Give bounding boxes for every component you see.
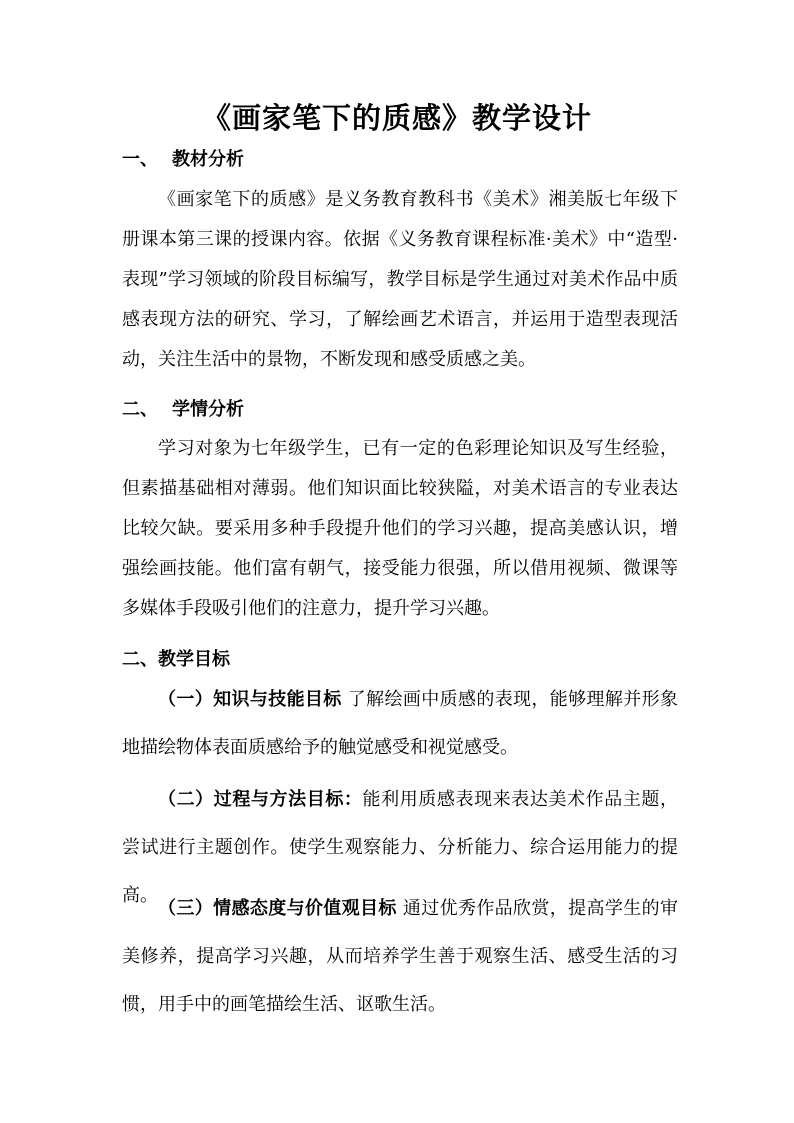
goal-label: （二）过程与方法目标：	[158, 789, 363, 810]
section-title: 学情分析	[172, 399, 244, 420]
goal-knowledge-skills	[122, 676, 678, 772]
goal-emotion-values	[122, 885, 678, 1029]
goal-text: 了解绘画中质感的表现，能够理解并形象地描绘物体表面质感给予的触觉感受和视觉感受。	[122, 689, 678, 758]
section-title: 教学目标	[158, 649, 230, 670]
section-number: 一、	[122, 149, 158, 170]
section-number: 二、	[122, 649, 158, 670]
goal-label: （一）知识与技能目标	[158, 689, 342, 710]
section-title: 教材分析	[172, 149, 244, 170]
paragraph-textbook-analysis: 《画家笔下的质感》是义务教育教科书《美术》湘美版七年级下册课本第三课的授课内容。依据《义务教育课程标准·美术》中“造型·表现”学习领域的阶段目标编写，教学目标是学生通过对美术作品中质感表现方法的研究、学习，了解绘画艺术语言，并运用于造型表现活动，关注生活中的景物，不断发现和感受质感之美。	[122, 189, 678, 370]
section-number: 二、	[122, 399, 158, 420]
section-heading-textbook-analysis	[122, 148, 244, 172]
section-heading-student-analysis	[122, 398, 244, 422]
document-title: 《画家笔下的质感》教学设计	[201, 101, 592, 135]
section-heading-teaching-goals	[122, 648, 230, 672]
goal-text: 通过优秀作品欣赏，提高学生的审美修养，提高学习兴趣，从而培养学生善于观察生活、感受生活的习惯，用手中的画笔描绘生活、讴歌生活。	[122, 898, 678, 1015]
goal-text: 能利用质感表现来表达美术作品主题，尝试进行主题创作。使学生观察能力、分析能力、综合运用能力的提高。	[122, 789, 679, 906]
paragraph-student-analysis: 学习对象为七年级学生，已有一定的色彩理论知识及写生经验，但素描基础相对薄弱。他们知识面比较狭隘，对美术语言的专业表达比较欠缺。要采用多种手段提升他们的学习兴趣，提高美感认识，增强绘画技能。他们富有朝气，接受能力很强，所以借用视频、微课等多媒体手段吸引他们的注意力，提升学习兴趣。	[122, 438, 678, 619]
goal-label: （三）情感态度与价值观目标	[158, 898, 397, 919]
